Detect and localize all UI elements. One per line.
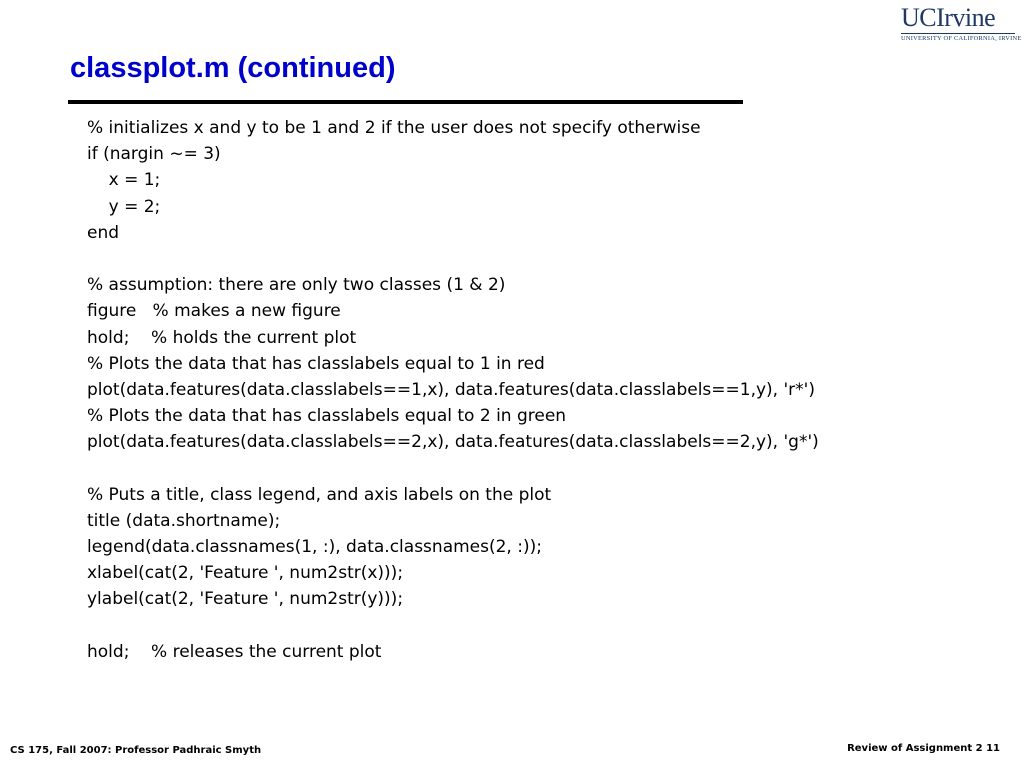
code-line: plot(data.features(data.classlabels==1,x), data.features(data.classlabels==1,y), 'r*'): [87, 379, 815, 400]
code-line: title (data.shortname);: [87, 510, 281, 531]
code-line: hold; % releases the current plot: [87, 641, 382, 662]
code-line: % assumption: there are only two classes (1 & 2): [87, 275, 506, 296]
footer-course: CS 175, Fall 2007: Professor Padhraic Smyth: [10, 745, 262, 756]
code-line: end: [87, 222, 120, 243]
code-line: ylabel(cat(2, 'Feature ', num2str(y)));: [87, 589, 404, 610]
logo-divider: [901, 33, 1015, 34]
code-line: [87, 455, 987, 481]
code-line: x = 1;: [87, 170, 161, 191]
logo-wordmark: UCIrvine: [901, 3, 996, 32]
code-line: y = 2;: [87, 196, 161, 217]
code-listing: [87, 115, 987, 665]
title-underline: [68, 100, 743, 104]
code-line: [87, 246, 987, 272]
uci-logo: [901, 3, 1022, 45]
code-line: xlabel(cat(2, 'Feature ', num2str(x)));: [87, 563, 404, 584]
code-line: % Plots the data that has classlabels equal to 2 in green: [87, 406, 567, 427]
code-line: legend(data.classnames(1, :), data.classnames(2, :));: [87, 537, 542, 557]
code-line: % Plots the data that has classlabels equal to 1 in red: [87, 353, 545, 374]
code-line: figure % makes a new figure: [87, 301, 341, 322]
code-line: hold; % holds the current plot: [87, 327, 357, 348]
code-line: plot(data.features(data.classlabels==2,x), data.features(data.classlabels==2,y), 'g*'): [87, 432, 819, 453]
footer-page-info: Review of Assignment 2 11: [847, 743, 1000, 754]
code-line: % initializes x and y to be 1 and 2 if the user does not specify otherwise: [87, 118, 701, 138]
logo-subtitle: UNIVERSITY OF CALIFORNIA, IRVINE: [901, 35, 1022, 42]
code-line: if (nargin ~= 3): [87, 144, 221, 165]
slide-title: classplot.m (continued): [70, 52, 396, 84]
code-line: % Puts a title, class legend, and axis labels on the plot: [87, 484, 552, 505]
code-line: [87, 613, 987, 639]
